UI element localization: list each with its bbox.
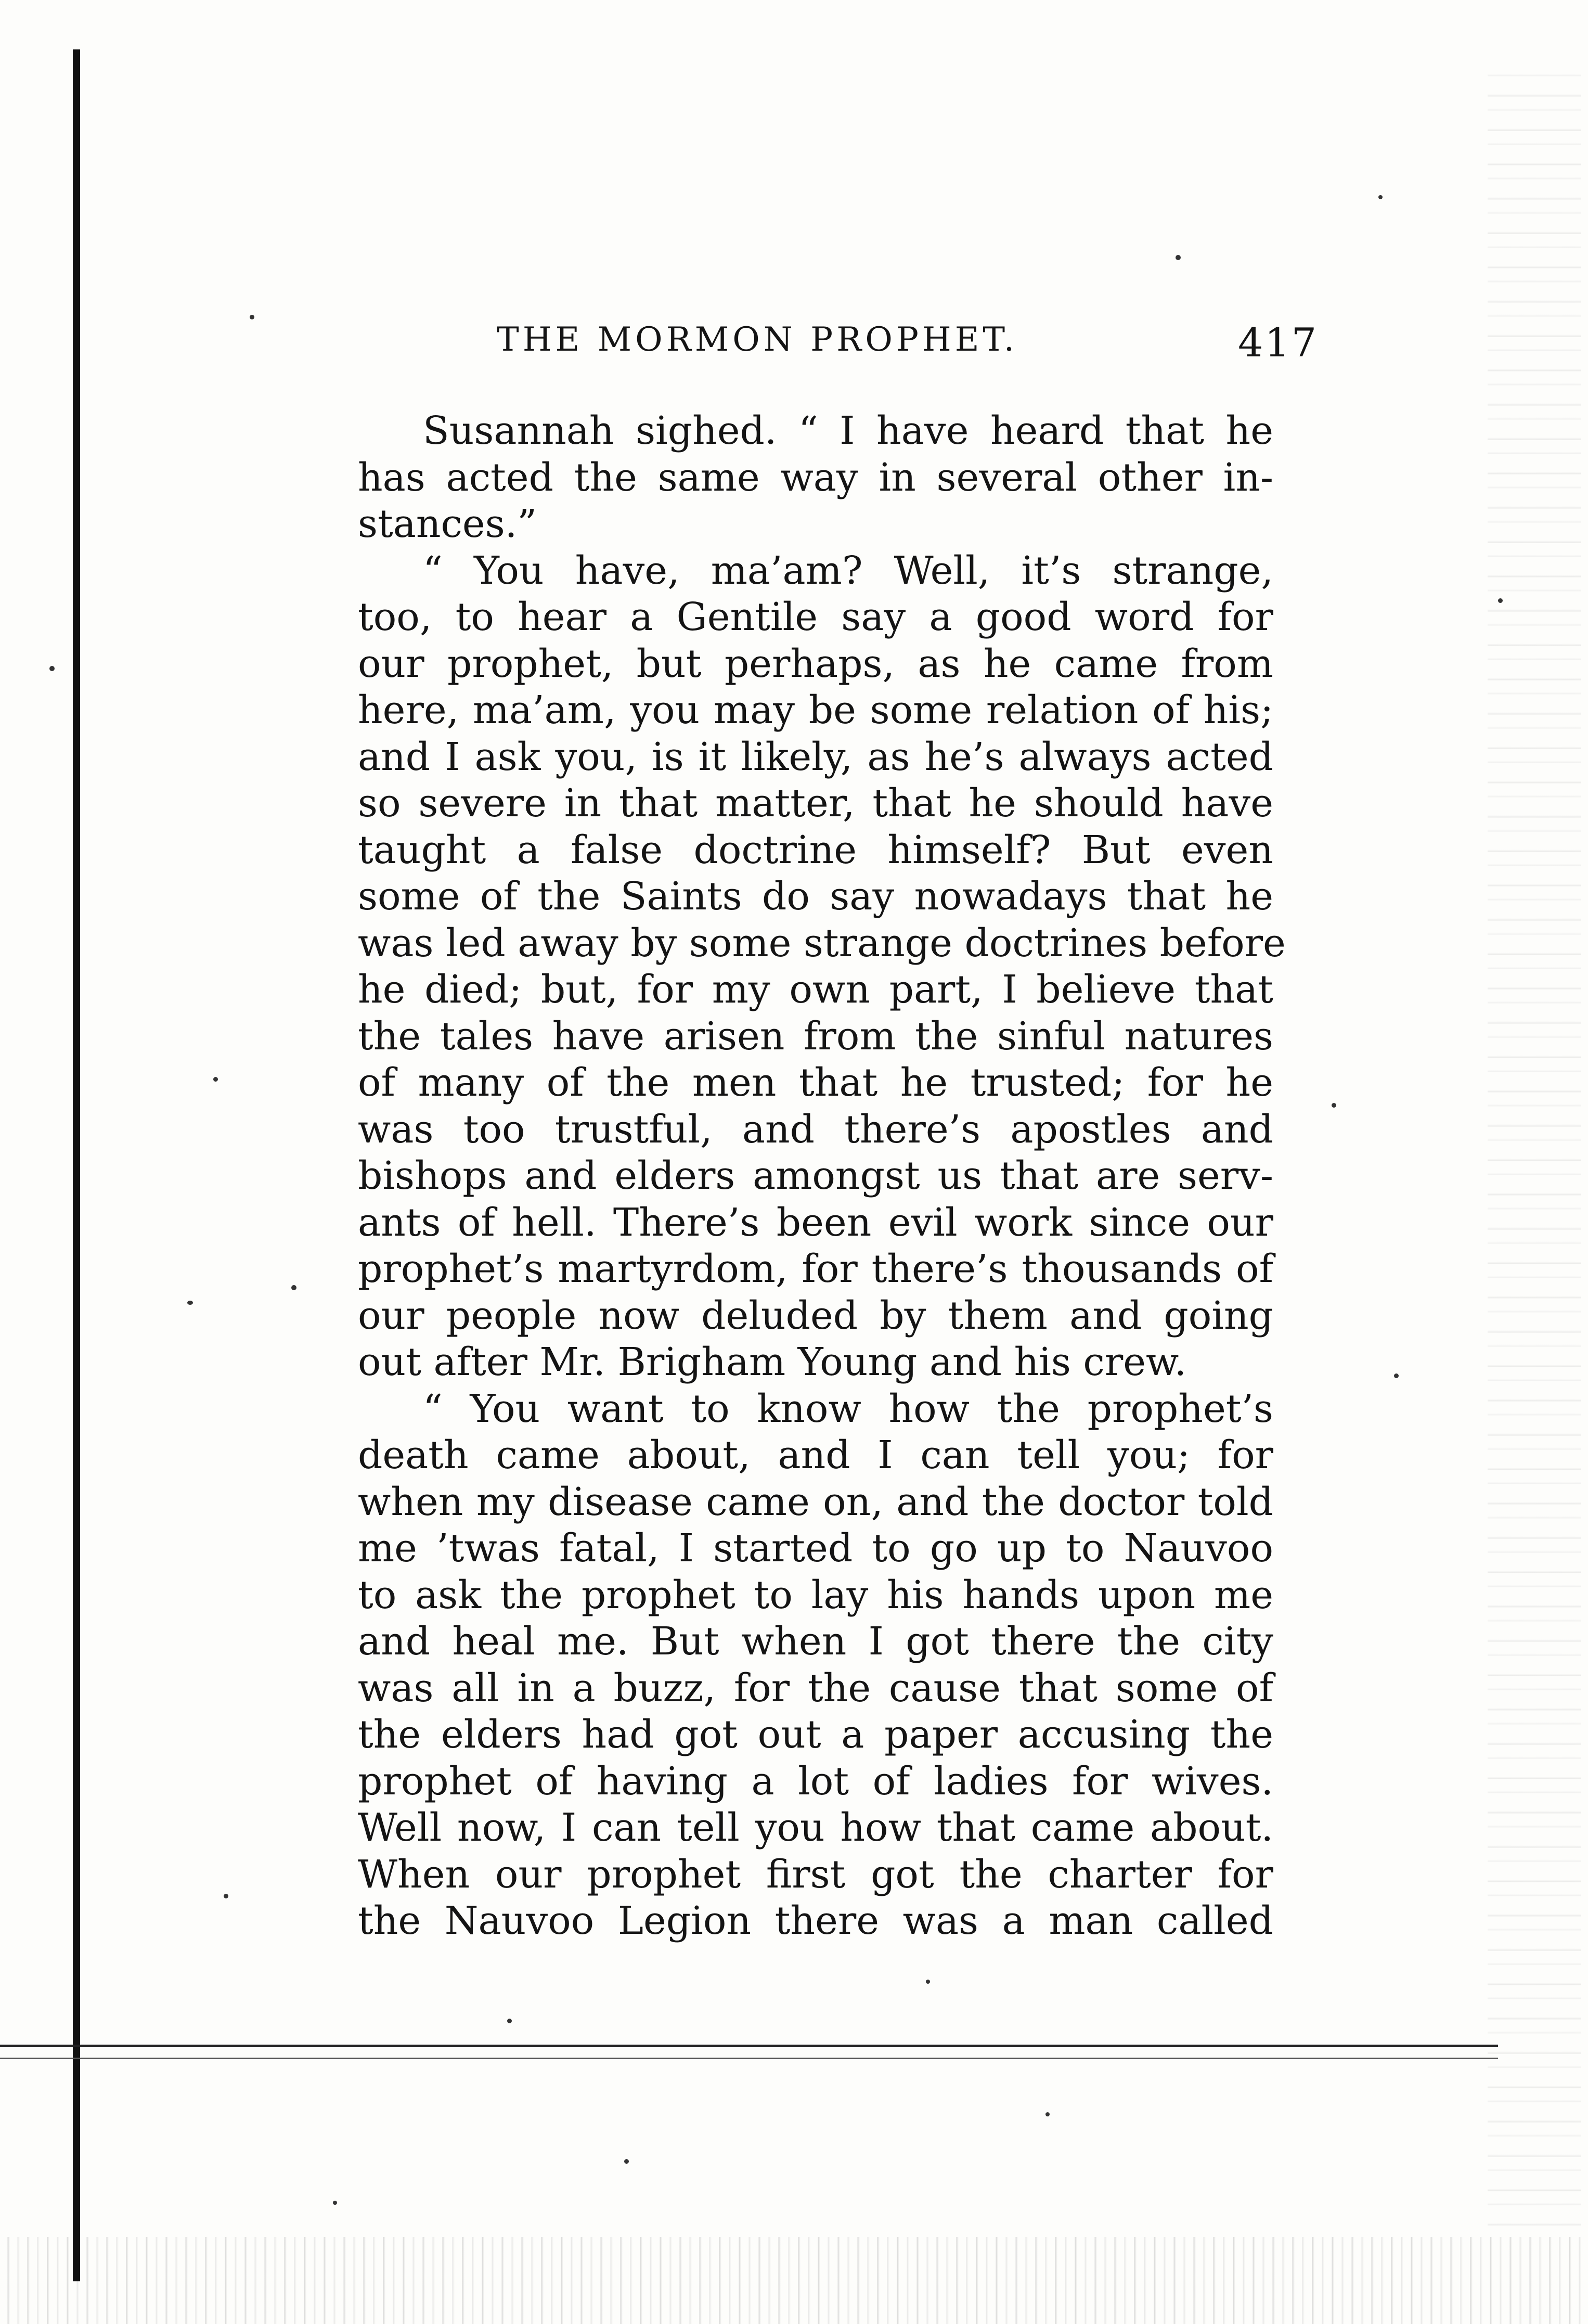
text-line: Well now, I can tell you how that came about. (358, 1805, 1273, 1850)
body-text (358, 408, 1286, 1945)
scan-speck (926, 1980, 930, 1984)
text-line: of many of the men that he trusted; for he (358, 1060, 1273, 1105)
text-line: here, ma’am, you may be some relation of his; (358, 688, 1273, 733)
text-line: was led away by some strange doctrines before (358, 920, 1286, 966)
text-line: was all in a buzz, for the cause that some of (358, 1665, 1273, 1711)
binding-gutter-line (73, 49, 80, 2281)
scan-speck (291, 1285, 296, 1290)
scan-speck (1045, 2112, 1050, 2116)
text-line: out after Mr. Brigham Young and his crew. (358, 1340, 1187, 1384)
text-line: was too trustful, and there’s apostles and (358, 1107, 1273, 1152)
scan-edge-rule-secondary (0, 2058, 1498, 2059)
text-line: the Nauvoo Legion there was a man called (358, 1898, 1273, 1943)
scan-speck (1378, 195, 1383, 199)
page-number: 417 (1238, 319, 1319, 366)
scan-speck (1498, 598, 1503, 603)
scan-speck (250, 315, 254, 319)
text-line: to ask the prophet to lay his hands upon me (358, 1572, 1273, 1617)
running-head: THE MORMON PROPHET. (497, 320, 1018, 359)
scan-speck (1394, 1373, 1399, 1378)
text-line: when my disease came on, and the doctor told (358, 1479, 1273, 1524)
scan-speck (333, 2201, 337, 2205)
scan-speck (1332, 1103, 1336, 1108)
text-line: When our prophet first got the charter for (358, 1852, 1273, 1897)
text-line: death came about, and I can tell you; for (358, 1433, 1273, 1478)
scan-speck (187, 1301, 193, 1305)
text-line: stances.” (358, 502, 537, 546)
scan-speck (49, 666, 55, 671)
text-line: “ You have, ma’am? Well, it’s strange, (423, 548, 1273, 593)
scan-speck (1176, 255, 1181, 260)
text-line: prophet’s martyrdom, for there’s thousands of (358, 1247, 1273, 1291)
scan-speck (624, 2159, 629, 2164)
text-line: has acted the same way in several other in- (358, 455, 1273, 500)
text-line: ants of hell. There’s been evil work since our (358, 1200, 1273, 1245)
text-line: bishops and elders amongst us that are serv- (358, 1153, 1273, 1198)
page-edge-shadow-right (1488, 62, 1581, 2237)
text-line: “ You want to know how the prophet’s (423, 1386, 1273, 1431)
text-line: the elders had got out a paper accusing the (358, 1712, 1273, 1757)
text-line: too, to hear a Gentile say a good word for (358, 595, 1273, 639)
text-line: he died; but, for my own part, I believe that (358, 967, 1273, 1012)
scan-speck (507, 2019, 512, 2023)
scan-edge-rule (0, 2045, 1498, 2047)
text-line: me ’twas fatal, I started to go up to Nauvoo (358, 1526, 1273, 1571)
text-line: taught a false doctrine himself? But even (358, 827, 1273, 872)
text-line: the tales have arisen from the sinful natures (358, 1013, 1273, 1059)
text-line: prophet of having a lot of ladies for wives. (358, 1758, 1273, 1804)
text-line: so severe in that matter, that he should have (358, 781, 1273, 826)
text-line: and heal me. But when I got there the city (358, 1619, 1273, 1664)
scan-speck (224, 1894, 228, 1898)
page-edge-shadow-bottom (0, 2237, 1588, 2324)
scan-speck (213, 1077, 218, 1082)
text-line: our prophet, but perhaps, as he came from (358, 641, 1273, 686)
text-line: our people now deluded by them and going (358, 1293, 1273, 1338)
text-line: and I ask you, is it likely, as he’s always acted (358, 734, 1273, 779)
text-line: Susannah sighed. “ I have heard that he (423, 408, 1273, 453)
text-line: some of the Saints do say nowadays that he (358, 874, 1273, 919)
